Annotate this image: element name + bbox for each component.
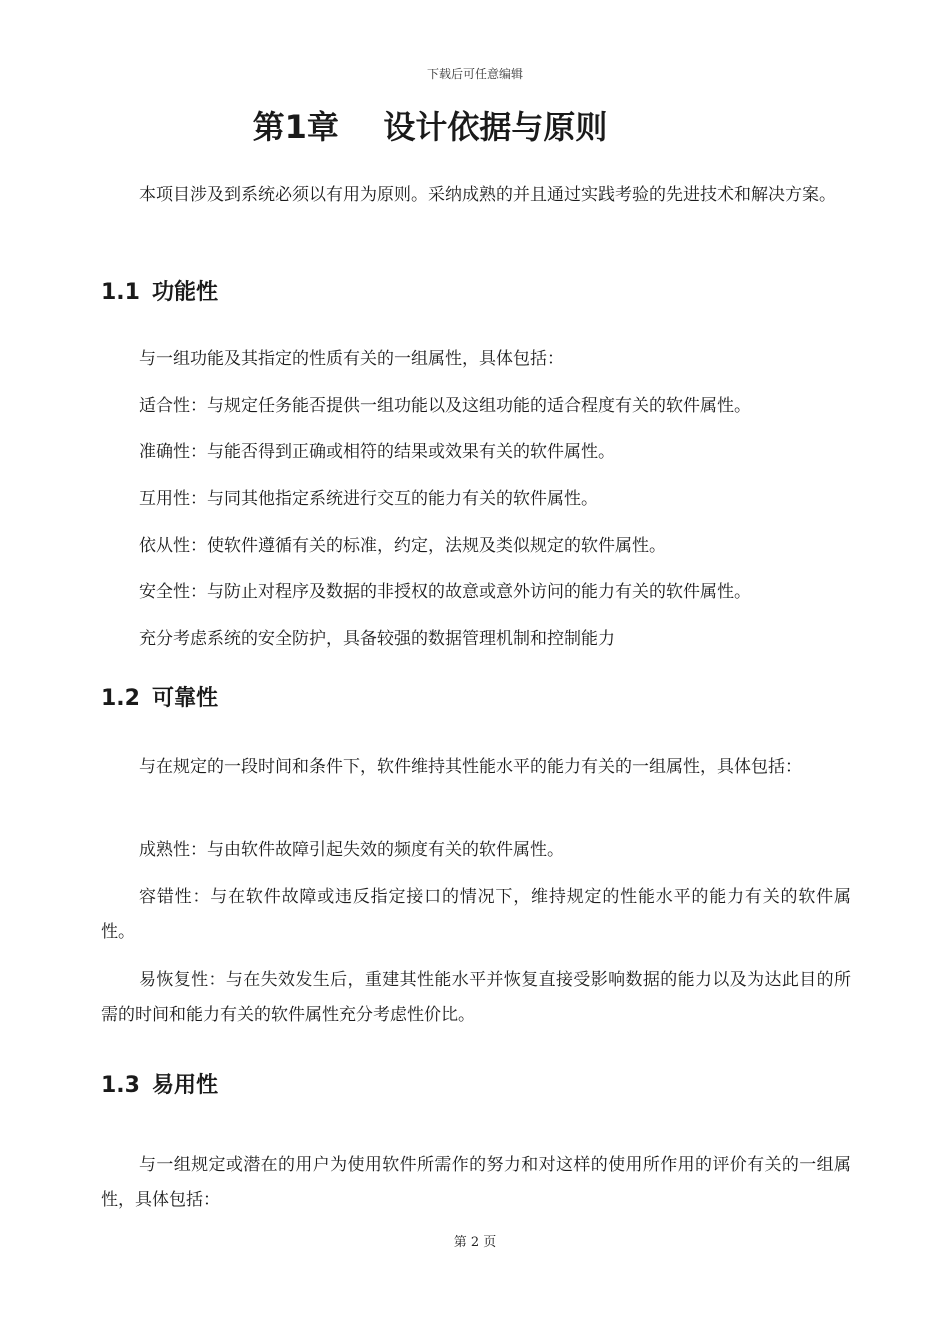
section-title: 易用性 [151, 1073, 218, 1098]
section-number: 1.1 [101, 280, 140, 305]
section-title: 功能性 [151, 280, 218, 305]
paragraph: 依从性：使软件遵循有关的标准，约定，法规及类似规定的软件属性。 [139, 536, 666, 556]
section-heading-1-2 [101, 684, 218, 714]
section-title: 可靠性 [151, 686, 218, 711]
paragraph: 成熟性：与由软件故障引起失效的频度有关的软件属性。 [139, 840, 564, 860]
section-number: 1.2 [101, 686, 140, 711]
section-number: 1.3 [101, 1073, 140, 1098]
chapter-title: 第1章 设计依据与原则 [252, 108, 608, 146]
paragraph: 与一组功能及其指定的性质有关的一组属性，具体包括： [139, 349, 564, 369]
paragraph: 互用性：与同其他指定系统进行交互的能力有关的软件属性。 [139, 489, 598, 509]
paragraph: 安全性：与防止对程序及数据的非授权的故意或意外访问的能力有关的软件属性。 [139, 582, 751, 602]
intro-paragraph: 本项目涉及到系统必须以有用为原则。采纳成熟的并且通过实践考验的先进技术和解决方案。 [139, 185, 836, 205]
paragraph: 与在规定的一段时间和条件下，软件维持其性能水平的能力有关的一组属性，具体包括： [139, 757, 802, 777]
section-heading-1-1 [101, 278, 218, 308]
paragraph: 与一组规定或潜在的用户为使用软件所需作的努力和对这样的使用所作用的评价有关的一组属性，具体包括： [101, 1155, 851, 1210]
paragraph: 容错性：与在软件故障或违反指定接口的情况下，维持规定的性能水平的能力有关的软件属性。 [101, 887, 851, 942]
paragraph: 易恢复性：与在失效发生后，重建其性能水平并恢复直接受影响数据的能力以及为达此目的所需的时间和能力有关的软件属性充分考虑性价比。 [101, 970, 851, 1025]
paragraph: 适合性：与规定任务能否提供一组功能以及这组功能的适合程度有关的软件属性。 [139, 396, 751, 416]
paragraph: 充分考虑系统的安全防护，具备较强的数据管理机制和控制能力 [139, 629, 615, 649]
page-number: 第 2 页 [453, 1235, 497, 1250]
page-header: 下载后可任意编辑 [426, 67, 523, 81]
section-heading-1-3 [101, 1071, 218, 1101]
paragraph: 准确性：与能否得到正确或相符的结果或效果有关的软件属性。 [139, 442, 615, 462]
